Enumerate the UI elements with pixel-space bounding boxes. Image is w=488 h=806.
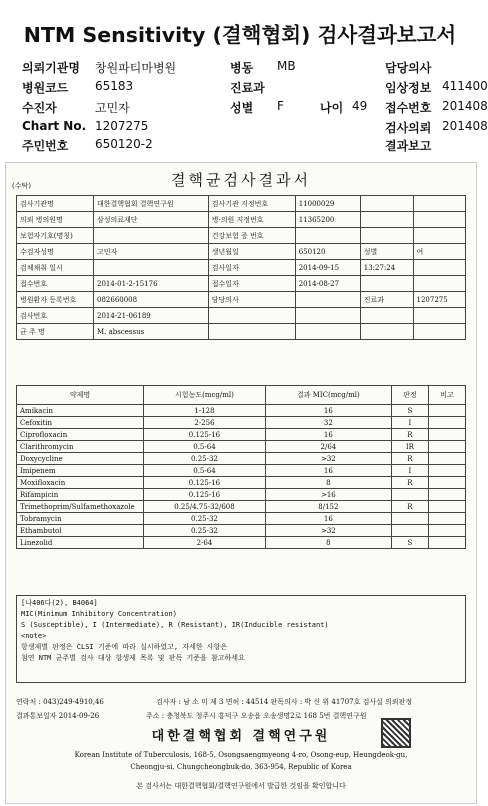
drug-cell xyxy=(428,441,465,453)
info-cell xyxy=(360,196,413,212)
drug-cell: 2/64 xyxy=(265,441,391,453)
notes-box xyxy=(16,595,466,683)
info-row xyxy=(17,276,466,292)
note-line: 항생제별 판정은 CLSI 기준에 따라 실시하였고, 자세한 사항은 xyxy=(21,643,228,651)
drug-cell xyxy=(428,453,465,465)
drug-cell: 0.25-32 xyxy=(144,525,266,537)
info-cell: 검사번호 xyxy=(17,308,94,324)
drug-row xyxy=(17,465,466,477)
receipt-no-value: 201408 xyxy=(442,99,488,113)
info-cell: 11365200 xyxy=(295,212,360,228)
address-en-1: Korean Institute of Tuberculosis, 168-5, Osongsaengmyeong 4-ro, Osong-eup, Heungdeok-gu, xyxy=(74,751,408,759)
info-cell: 보험자기호(명칭) xyxy=(17,228,94,244)
info-cell xyxy=(413,196,465,212)
info-cell: 고민자 xyxy=(94,244,209,260)
drug-cell: 8 xyxy=(265,537,391,549)
drug-cell: >32 xyxy=(265,525,391,537)
info-cell: 650120 xyxy=(295,244,360,260)
drug-cell: Amikacin xyxy=(17,405,144,417)
drug-cell: R xyxy=(391,501,428,513)
drug-header-cell: 시험농도(mcg/ml) xyxy=(144,386,266,405)
info-cell xyxy=(413,228,465,244)
note-line: 첨연 NTM 균주별 검사 대상 항생제 목록 및 판독 기준을 참고하세요 xyxy=(21,654,245,662)
official-seal xyxy=(381,718,411,748)
drug-cell: Clarithromycin xyxy=(17,441,144,453)
drug-cell: I xyxy=(391,465,428,477)
ward-label: 병동 xyxy=(230,61,254,75)
drug-header-cell: 결과 MIC(mcg/ml) xyxy=(265,386,391,405)
info-cell: 접수번호 xyxy=(17,276,94,292)
patient-info-header xyxy=(0,55,488,155)
drug-cell xyxy=(391,525,428,537)
info-cell: 삼성의료재단 xyxy=(94,212,209,228)
result-report-label: 결과보고 xyxy=(385,139,432,153)
drug-cell: Rifampicin xyxy=(17,489,144,501)
drug-cell xyxy=(428,405,465,417)
info-cell xyxy=(295,228,360,244)
sex-value: F xyxy=(277,99,284,113)
info-cell xyxy=(295,324,360,340)
drug-cell: I xyxy=(391,417,428,429)
exam-request-value: 201408 xyxy=(442,119,488,133)
info-cell: 건강보험 증 번호 xyxy=(208,228,295,244)
drug-row xyxy=(17,405,466,417)
info-row xyxy=(17,292,466,308)
drug-cell: Linezolid xyxy=(17,537,144,549)
patient-label: 수진자 xyxy=(22,101,57,115)
info-cell: 13:27:24 xyxy=(360,260,413,276)
drug-cell xyxy=(428,513,465,525)
info-cell: 생년월일 xyxy=(208,244,295,260)
info-cell: 접수일자 xyxy=(208,276,295,292)
drug-cell: 0.125-16 xyxy=(144,429,266,441)
drug-cell: 0.25/4.75-32/608 xyxy=(144,501,266,513)
address-kr: 주소 : 충청북도 청주시 흥덕구 오송읍 오송생명2로 168 5번 결핵연구원 xyxy=(146,712,367,720)
drug-cell: 16 xyxy=(265,405,391,417)
info-cell: M. abscessus xyxy=(94,324,209,340)
info-cell: 대한결핵협회 결핵연구원 xyxy=(94,196,209,212)
drug-cell: 0.25-32 xyxy=(144,453,266,465)
exam-request-label: 검사의뢰 xyxy=(385,121,432,135)
drug-cell: 2-64 xyxy=(144,537,266,549)
drug-cell: >32 xyxy=(265,453,391,465)
page-title: NTM Sensitivity (결핵협회) 검사결과보고서 xyxy=(23,23,457,47)
contact-line: 연락처 : 043)249-4910,46 xyxy=(16,698,104,706)
drug-cell xyxy=(428,429,465,441)
drug-cell: 8/152 xyxy=(265,501,391,513)
footnote: 본 검사서는 대한결핵협회/결핵연구원에서 발급한 것임을 확인합니다 xyxy=(136,782,346,790)
clinical-info-value: 411400 xyxy=(442,79,488,93)
info-cell: 검사일자 xyxy=(208,260,295,276)
info-cell xyxy=(360,276,413,292)
receipt-no-label: 접수번호 xyxy=(385,101,432,115)
info-cell xyxy=(208,324,295,340)
info-row xyxy=(17,228,466,244)
age-value: 49 xyxy=(352,99,368,113)
drug-cell xyxy=(428,501,465,513)
drug-cell xyxy=(428,525,465,537)
specimen-info-table xyxy=(16,195,466,340)
drug-cell: 8 xyxy=(265,477,391,489)
drug-cell: 32 xyxy=(265,417,391,429)
info-cell xyxy=(295,308,360,324)
drug-cell: Cefoxitin xyxy=(17,417,144,429)
info-row xyxy=(17,324,466,340)
info-row xyxy=(17,308,466,324)
info-row xyxy=(17,244,466,260)
drug-cell: Ethambutol xyxy=(17,525,144,537)
doctor-line: 검사자 : 남 소 미 제 3 면허 : 44514 판독의사 : 박 신 위 41707호 검사실 의뢰판정 xyxy=(156,698,413,706)
drug-row xyxy=(17,501,466,513)
info-cell xyxy=(413,260,465,276)
drug-cell: R xyxy=(391,477,428,489)
drug-cell xyxy=(428,477,465,489)
info-cell: 2014-09-15 xyxy=(295,260,360,276)
drug-cell xyxy=(428,465,465,477)
info-cell: 1207275 xyxy=(413,292,465,308)
drug-header-cell: 약제명 xyxy=(17,386,144,405)
ward-value: MB xyxy=(277,59,296,73)
scan-title: 결핵균검사결과서 xyxy=(171,171,311,189)
drug-cell: R xyxy=(391,453,428,465)
note-line: [나406다(2), B4064] xyxy=(21,599,98,607)
drug-cell: 0.25-32 xyxy=(144,513,266,525)
note-line: MIC(Minimum Inhibitory Concentration) xyxy=(21,610,177,618)
drug-cell xyxy=(428,537,465,549)
info-cell: 병·의원 지정번호 xyxy=(208,212,295,228)
requesting-org-label: 의뢰기관명 xyxy=(22,61,80,75)
info-cell xyxy=(413,212,465,228)
address-en-2: Cheongju-si, Chungcheongbuk-do, 363-954, Republic of Korea xyxy=(130,763,352,771)
info-cell: 의뢰 병의원명 xyxy=(17,212,94,228)
drug-cell: R xyxy=(391,429,428,441)
info-cell: 여 xyxy=(413,244,465,260)
drug-cell: Moxifloxacin xyxy=(17,477,144,489)
scanned-report xyxy=(5,162,477,804)
physician-label: 담당의사 xyxy=(385,61,432,75)
hospital-code-value: 65183 xyxy=(95,79,134,93)
info-row xyxy=(17,212,466,228)
drug-row xyxy=(17,537,466,549)
drug-cell: Doxycycline xyxy=(17,453,144,465)
info-cell: 검사기관 지정번호 xyxy=(208,196,295,212)
drug-susceptibility-table xyxy=(16,385,466,549)
drug-cell xyxy=(428,489,465,501)
info-cell: 2014-08-27 xyxy=(295,276,360,292)
info-cell: 병원환자 등록번호 xyxy=(17,292,94,308)
info-cell: 2014-01-2-15176 xyxy=(94,276,209,292)
drug-row xyxy=(17,417,466,429)
info-cell xyxy=(413,308,465,324)
info-cell: 수검자성명 xyxy=(17,244,94,260)
drug-cell: Trimethoprim/Sulfamethoxazole xyxy=(17,501,144,513)
info-cell: 검사기관명 xyxy=(17,196,94,212)
age-label: 나이 xyxy=(320,101,344,115)
drug-header-cell: 판정 xyxy=(391,386,428,405)
drug-row xyxy=(17,513,466,525)
dept-label: 진료과 xyxy=(230,81,265,95)
drug-row xyxy=(17,441,466,453)
drug-cell: Ciprofloxacin xyxy=(17,429,144,441)
drug-cell: 0.125-16 xyxy=(144,477,266,489)
drug-cell: 2-256 xyxy=(144,417,266,429)
info-cell: 082660008 xyxy=(94,292,209,308)
drug-cell xyxy=(391,489,428,501)
drug-header-cell: 비고 xyxy=(428,386,465,405)
info-cell xyxy=(94,228,209,244)
drug-cell: S xyxy=(391,405,428,417)
drug-cell: Imipenem xyxy=(17,465,144,477)
drug-cell: Tobramycin xyxy=(17,513,144,525)
patient-value: 고민자 xyxy=(95,101,130,115)
drug-row xyxy=(17,453,466,465)
drug-cell: IR xyxy=(391,441,428,453)
org-name: 대한결핵협회 결핵연구원 xyxy=(151,729,331,744)
info-cell xyxy=(360,228,413,244)
chart-label: Chart No. xyxy=(22,119,87,133)
info-cell xyxy=(413,324,465,340)
drug-row xyxy=(17,489,466,501)
corner-label: (수탁) xyxy=(12,182,31,190)
info-cell xyxy=(360,324,413,340)
drug-cell: >16 xyxy=(265,489,391,501)
drug-cell: 16 xyxy=(265,465,391,477)
drug-row xyxy=(17,429,466,441)
note-line: S (Susceptible), I (Intermediate), R (Resistant), IR(Inducible resistant) xyxy=(21,621,329,629)
info-cell xyxy=(208,308,295,324)
info-cell: 2014-21-06189 xyxy=(94,308,209,324)
drug-cell: S xyxy=(391,537,428,549)
info-cell: 성별 xyxy=(360,244,413,260)
info-row xyxy=(17,196,466,212)
chart-value: 1207275 xyxy=(95,119,149,133)
drug-cell: 16 xyxy=(265,513,391,525)
info-cell xyxy=(295,292,360,308)
drug-cell: 0.5-64 xyxy=(144,441,266,453)
clinical-info-label: 임상정보 xyxy=(385,81,432,95)
info-row xyxy=(17,260,466,276)
sex-label: 성별 xyxy=(230,101,254,115)
hospital-code-label: 병원코드 xyxy=(22,81,69,95)
info-cell xyxy=(413,276,465,292)
info-cell: 담당의사 xyxy=(208,292,295,308)
drug-cell: 1-128 xyxy=(144,405,266,417)
report-date: 결과통보일자 2014-09-26 xyxy=(16,712,100,720)
info-cell: 11000029 xyxy=(295,196,360,212)
rrn-label: 주민번호 xyxy=(22,139,69,153)
drug-row xyxy=(17,525,466,537)
drug-cell xyxy=(428,417,465,429)
info-cell: 검체채취 일시 xyxy=(17,260,94,276)
info-cell xyxy=(94,260,209,276)
info-cell: 균 주 명 xyxy=(17,324,94,340)
drug-row xyxy=(17,477,466,489)
info-cell: 진료과 xyxy=(360,292,413,308)
drug-cell xyxy=(391,513,428,525)
drug-table-header xyxy=(17,386,466,405)
requesting-org-value: 창원파티마병원 xyxy=(95,61,177,75)
drug-cell: 0.5-64 xyxy=(144,465,266,477)
drug-cell: 0.125-16 xyxy=(144,489,266,501)
info-cell xyxy=(360,212,413,228)
rrn-value: 650120-2 xyxy=(95,137,153,151)
info-cell xyxy=(360,308,413,324)
note-line: <note> xyxy=(21,632,47,640)
drug-cell: 16 xyxy=(265,429,391,441)
